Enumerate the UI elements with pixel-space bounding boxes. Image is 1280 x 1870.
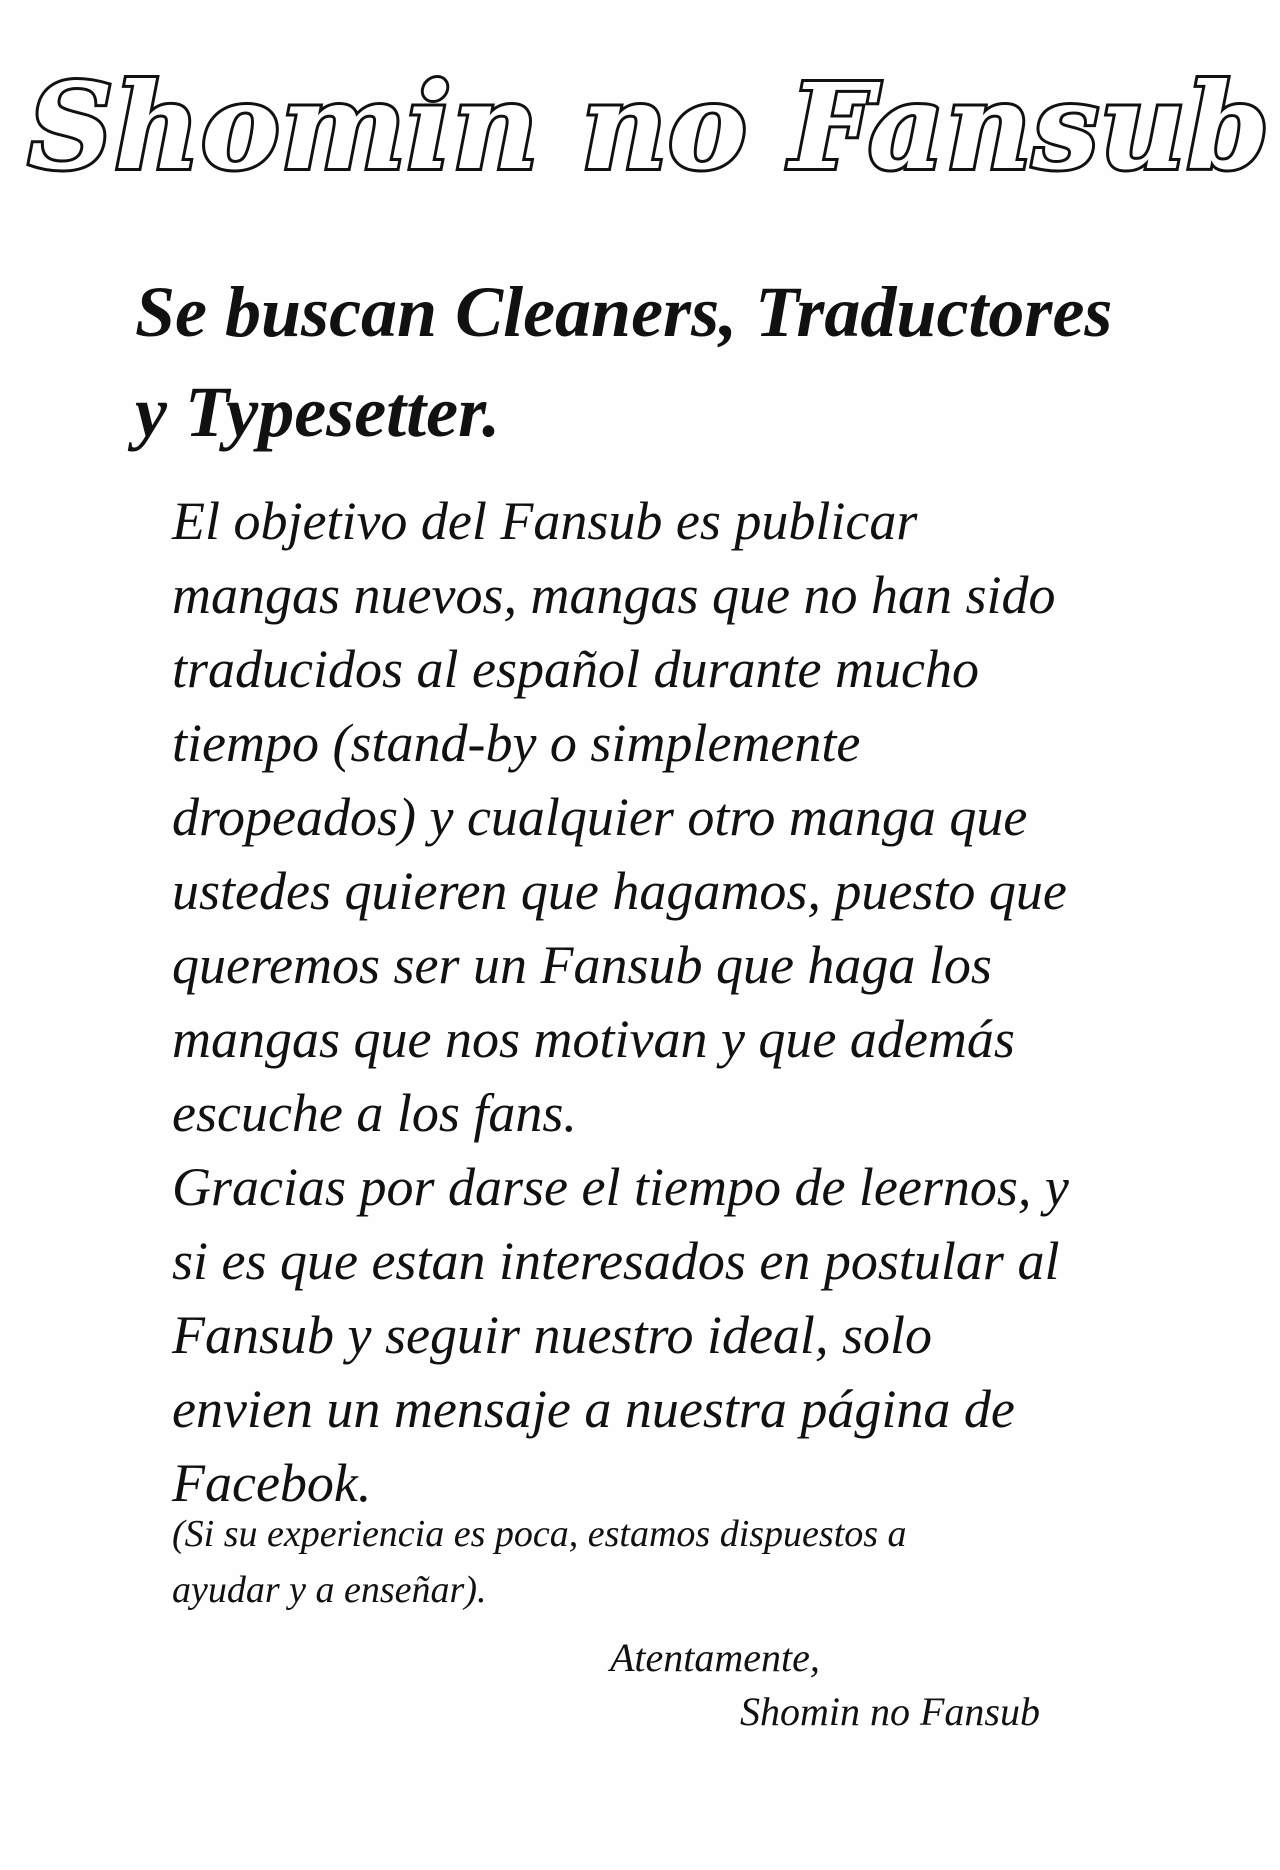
recruitment-heading bbox=[135, 262, 1235, 462]
experience-note bbox=[172, 1506, 1172, 1618]
body-line: Gracias por darse el tiempo de leernos, y bbox=[172, 1157, 1069, 1217]
closing-salutation: Atentamente, bbox=[610, 1635, 820, 1680]
body-line: envien un mensaje a nuestra página de bbox=[172, 1379, 1015, 1439]
body-paragraph bbox=[172, 484, 1232, 1520]
body-line: si es que estan interesados en postular al bbox=[172, 1231, 1060, 1291]
body-line: tiempo (stand-by o simplemente bbox=[172, 713, 861, 773]
heading-line: y Typesetter. bbox=[135, 372, 501, 452]
body-line: El objetivo del Fansub es publicar bbox=[172, 491, 918, 551]
signature: Shomin no Fansub bbox=[740, 1689, 1040, 1734]
body-line: ustedes quieren que hagamos, puesto que bbox=[172, 861, 1067, 921]
body-line: escuche a los fans. bbox=[172, 1083, 577, 1143]
body-line: traducidos al español durante mucho bbox=[172, 639, 979, 699]
body-line: dropeados) y cualquier otro manga que bbox=[172, 787, 1028, 847]
body-line: Fansub y seguir nuestro ideal, solo bbox=[172, 1305, 932, 1365]
note-line: ayudar y a enseñar). bbox=[172, 1569, 487, 1611]
body-line: mangas nuevos, mangas que no han sido bbox=[172, 565, 1056, 625]
note-line: (Si su experiencia es poca, estamos dispuestos a bbox=[172, 1513, 907, 1555]
heading-line: Se buscan Cleaners, Traductores bbox=[135, 272, 1113, 352]
page-title: Shomin no Fansub bbox=[28, 57, 1271, 196]
body-line: Facebok. bbox=[172, 1453, 372, 1513]
body-line: mangas que nos motivan y que además bbox=[172, 1009, 1015, 1069]
body-line: queremos ser un Fansub que haga los bbox=[172, 935, 992, 995]
